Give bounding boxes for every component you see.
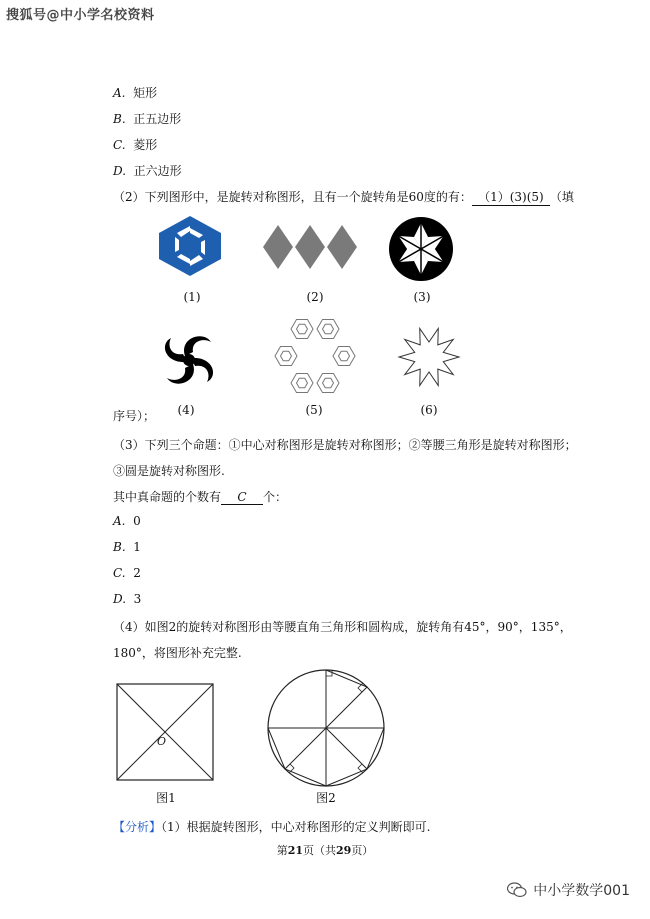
footer-suffix: 页） <box>351 844 374 857</box>
figure-3-six-petal-disk <box>388 216 454 282</box>
q2-statement <box>113 188 574 206</box>
option-letter: C. <box>113 138 126 152</box>
option-letter: B. <box>113 540 126 554</box>
q3-answer-blank: C <box>221 490 263 505</box>
footer-middle: 页（共 <box>303 844 336 857</box>
figure-4-swirl <box>158 330 220 390</box>
q4-line-2: 180°，将图形补充完整. <box>113 646 242 660</box>
option-text: 菱形 <box>133 138 158 152</box>
q2-prefix: （2）下列图形中，是旋转对称图形，且有一个旋转角是60度的有： <box>113 190 472 204</box>
center-o-label: O <box>157 735 167 748</box>
caption-1: (1) <box>183 290 201 304</box>
figure-circle-triangles <box>266 668 386 788</box>
figure-1-label: 图1 <box>156 791 176 805</box>
q3-option-b <box>113 540 141 554</box>
option-text: 矩形 <box>133 86 158 100</box>
analysis-text: （1）根据旋转图形，中心对称图形的定义判断即可. <box>161 820 431 834</box>
q3-line-2: ③圆是旋转对称图形. <box>113 464 225 478</box>
option-b <box>113 110 181 127</box>
figure-1-hexagon-logo <box>155 214 225 278</box>
option-d <box>113 162 182 179</box>
option-text: 1 <box>133 540 141 554</box>
analysis-line <box>113 818 430 835</box>
figure-5-hexagon-ring <box>270 316 360 396</box>
figure-2-label: 图2 <box>316 791 336 805</box>
caption-3: (3) <box>413 290 431 304</box>
watermark-top: 搜狐号@中小学名校资料 <box>6 8 155 23</box>
q2-suffix: （填 <box>549 190 574 204</box>
option-a <box>113 84 157 101</box>
q4-line-1: （4）如图2的旋转对称图形由等腰直角三角形和圆构成，旋转角有45°，90°，135°， <box>113 620 572 634</box>
q3-line-1: （3）下列三个命题：①中心对称图形是旋转对称图形；②等腰三角形是旋转对称图形； <box>113 438 577 452</box>
option-text: 正六边形 <box>133 164 182 178</box>
wechat-icon <box>507 882 527 898</box>
q3-option-a <box>113 514 141 528</box>
figure-6-flower-outline <box>396 324 462 390</box>
option-letter: D. <box>113 164 127 178</box>
option-letter: A. <box>113 514 126 528</box>
q2-answer-blank: （1）(3)(5) <box>472 188 550 206</box>
watermark-bottom <box>507 880 630 900</box>
footer-prefix: 第 <box>276 844 288 857</box>
option-text: 0 <box>133 514 141 528</box>
analysis-tag: 【分析】 <box>113 820 162 834</box>
option-text: 正五边形 <box>133 112 182 126</box>
option-letter: C. <box>113 566 126 580</box>
option-text: 2 <box>133 566 141 580</box>
footer-page-number: 21 <box>287 844 303 857</box>
q3-option-d <box>113 592 141 606</box>
watermark-bottom-text: 中小学数学001 <box>533 883 630 899</box>
figure-square-diagonals <box>116 683 216 783</box>
caption-6: (6) <box>420 403 438 417</box>
q3-line3-suffix: 个： <box>263 490 288 504</box>
option-text: 3 <box>133 592 142 606</box>
q2-continuation: 序号）； <box>113 409 156 423</box>
caption-5: (5) <box>305 403 323 417</box>
option-letter: D. <box>113 592 127 606</box>
figure-2-three-diamonds <box>262 224 358 270</box>
footer-total-pages: 29 <box>336 844 352 857</box>
caption-2: (2) <box>306 290 324 304</box>
caption-4: (4) <box>177 403 195 417</box>
option-letter: A. <box>113 86 126 100</box>
page-footer <box>0 842 650 858</box>
q3-option-c <box>113 566 141 580</box>
option-letter: B. <box>113 112 126 126</box>
q3-line3-prefix: 其中真命题的个数有 <box>113 490 222 504</box>
option-c <box>113 136 157 153</box>
q3-line-3 <box>113 488 287 505</box>
